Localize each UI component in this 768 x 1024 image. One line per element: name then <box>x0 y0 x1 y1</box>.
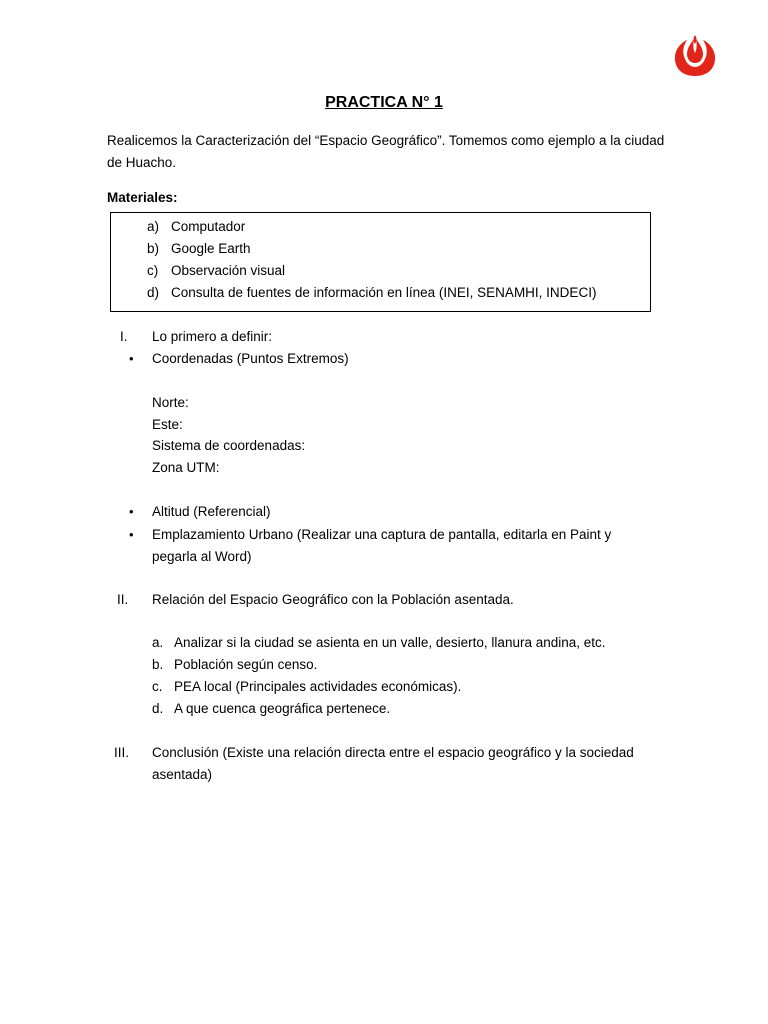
list-marker: d) <box>147 285 160 300</box>
intro-paragraph <box>107 130 677 174</box>
list-item-text: Google Earth <box>171 241 251 256</box>
list-item-text: Consulta de fuentes de información en línea (INEI, SENAMHI, INDECI) <box>171 285 597 300</box>
list-item-text: A que cuenca geográfica pertenece. <box>174 701 391 716</box>
bullet-marker: • <box>129 504 134 519</box>
list-marker: b) <box>147 241 160 256</box>
section-marker: III. <box>114 745 130 760</box>
bullet-text: pegarla al Word) <box>152 549 252 564</box>
list-marker: d. <box>152 701 164 716</box>
field-label: Sistema de coordenadas: <box>152 438 306 453</box>
flame-logo-icon <box>672 32 718 78</box>
list-item-text: Computador <box>171 219 246 234</box>
list-marker: a) <box>147 219 160 234</box>
list-item <box>147 282 596 304</box>
section-title: Relación del Espacio Geográfico con la Población asentada. <box>152 592 514 607</box>
section-title: Lo primero a definir: <box>152 329 273 344</box>
list-item-text: Población según censo. <box>174 657 318 672</box>
field-label: Zona UTM: <box>152 460 220 475</box>
section-marker: I. <box>120 329 128 344</box>
bullet-marker: • <box>129 351 134 366</box>
list-item <box>147 260 285 282</box>
bullet-text: Emplazamiento Urbano (Realizar una captura de pantalla, editarla en Paint y <box>152 527 612 542</box>
list-item <box>147 216 245 238</box>
section-text: asentada) <box>152 767 213 782</box>
bullet-marker: • <box>129 527 134 542</box>
section-marker: II. <box>117 592 129 607</box>
list-item-text: PEA local (Principales actividades económicas). <box>174 679 462 694</box>
bullet-text: Coordenadas (Puntos Extremos) <box>152 351 349 366</box>
list-item-text: Observación visual <box>171 263 286 278</box>
bullet-text: Altitud (Referencial) <box>152 504 271 519</box>
intro-line: de Huacho. <box>107 155 177 170</box>
list-marker: a. <box>152 635 164 650</box>
list-marker: c) <box>147 263 159 278</box>
page-title: PRACTICA N° 1 <box>325 94 443 111</box>
list-item-text: Analizar si la ciudad se asienta en un valle, desierto, llanura andina, etc. <box>174 635 606 650</box>
intro-line: Realicemos la Caracterización del “Espacio Geográfico”. Tomemos como ejemplo a la ciudad <box>107 133 665 148</box>
field-label: Este: <box>152 417 183 432</box>
section-text: Conclusión (Existe una relación directa entre el espacio geográfico y la sociedad <box>152 745 634 760</box>
list-item <box>147 238 251 260</box>
materials-box <box>110 212 651 312</box>
list-marker: c. <box>152 679 163 694</box>
list-marker: b. <box>152 657 164 672</box>
field-label: Norte: <box>152 395 189 410</box>
materials-label: Materiales: <box>107 190 178 205</box>
